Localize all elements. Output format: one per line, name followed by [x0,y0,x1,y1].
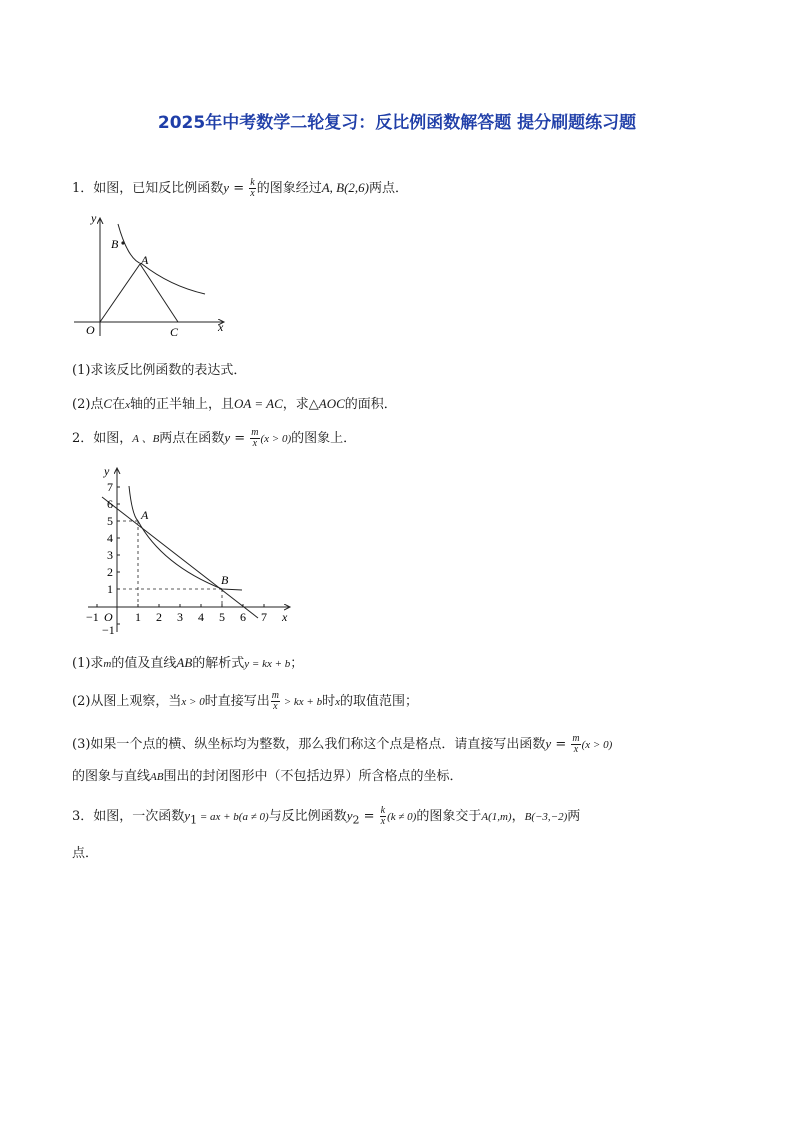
q2-sub2-cond: x > 0 [181,696,205,708]
q1-segment-ac [140,264,178,322]
q2-sub2-text-d: 的取值范围； [340,694,419,709]
q3-y2: y [346,808,353,823]
q1-label-a: A [141,253,149,267]
q2-y-tick-neg1: −1 [102,623,115,637]
q1-sub2-text-e: 的面积． [344,397,397,412]
q3-text-3: 的图象交于 [416,809,482,824]
q2-y-tick-2: 2 [107,565,113,579]
q2-sub3-text-c: 围出的封闭图形中（不包括边界）所含格点的坐标． [163,769,463,784]
q2-y-tick-1: 1 [107,582,113,596]
q2-sub1-m: m [103,658,112,670]
q1-number: 1． [72,181,94,196]
q2-y-tick-4: 4 [107,531,113,545]
q1-sub1: (1)求该反比例函数的表达式． [72,363,247,378]
q2-sub3-text-a: (3)如果一个点的横、纵坐标均为整数，那么我们称这个点是格点．请直接写出函数 [72,737,546,752]
q1-segment-oa [100,264,140,322]
q2-label-o: O [104,610,113,624]
q2-frac-num: m [251,427,259,438]
q2-y-tick-5: 5 [107,514,113,528]
q3-y1-eq: = ax + b(a ≠ 0) [197,811,269,823]
q2-sub3-line2 [72,768,462,786]
q2-number: 2． [72,431,94,446]
q3-text-1: 如图，一次函数 [93,809,185,824]
q1-stem [72,178,408,199]
q3-point-a: A(1,m) [481,811,512,823]
q2-sub2 [72,691,418,712]
q3-text-5: 两 [567,809,581,824]
q3-number: 3． [72,809,94,824]
q2-label-y: y [104,464,110,478]
q2-sub1-text-b: 的值及直线 [111,656,177,671]
q3-y1-sub: 1 [190,813,198,827]
q1-sub2-text-c: 轴的正半轴上，且 [130,397,235,412]
q2-sub3-func-y: y [545,736,552,751]
q1-frac-num: k [250,177,255,188]
q2-sub3-ab: AB [150,771,164,783]
q2-line-ab [102,497,258,618]
q2-y-tick-3: 3 [107,548,113,562]
q2-x-tick-6: 6 [240,610,246,624]
q1-figure [70,208,240,340]
q1-sub2-text-d: ，求 [282,397,309,412]
q2-x-tick-neg1: −1 [86,610,99,624]
q2-points: A 、B [132,433,160,445]
q3-frac-den: x [380,816,386,827]
q3-y2-cond: (k ≠ 0) [387,811,417,823]
q2-sub2-x: x [335,696,341,708]
q2-sub1-eq: y = kx + b [244,658,291,670]
q2-sub3-line1 [72,734,612,755]
q2-sub1-text-c: 的解析式 [192,656,245,671]
q2-x-tick-2: 2 [156,610,162,624]
q2-y-tick-6: 6 [107,497,113,511]
q2-domain: (x > 0) [260,433,292,445]
q2-x-tick-4: 4 [198,610,204,624]
q1-label-y: y [91,211,97,225]
q1-point-b [121,241,124,244]
q3-text-4: ， [511,809,525,824]
q3-fraction [380,806,386,827]
q2-sub2-ineq: > kx + b [280,696,323,708]
q2-func-eq: = [230,431,250,446]
q3-y2-sub: 2 [352,813,360,827]
q1-sub2-triangle: △AOC [308,396,345,411]
q2-fraction [250,428,259,449]
q2-label-x: x [282,610,288,624]
q3-point-b: B(−3,−2) [524,811,568,823]
q1-sub2 [72,395,397,414]
q2-sub3-domain: (x > 0) [581,739,613,751]
q2-func-y: y [224,430,231,445]
q2-text-2: 两点在函数 [159,431,225,446]
q1-text-3: 两点． [369,181,409,196]
q2-sub3-func-eq: = [551,737,571,752]
q3-stem-line1 [72,806,580,830]
q1-label-x: x [218,320,224,334]
q3-frac-num: k [380,805,386,816]
q3-text-2: 与反比例函数 [268,809,347,824]
q1-sub2-text-b: 在 [112,397,126,412]
q2-sub3-text-b: 的图象与直线 [72,769,151,784]
q1-func-eq: = [229,181,249,196]
q1-func-y: y [223,180,230,195]
q2-sub2-text-c: 时 [322,694,336,709]
q2-x-axis [88,604,290,607]
q2-sub2-text-a: (2)从图上观察，当 [72,694,182,709]
q1-frac-den: x [250,188,255,199]
q1-text-2: 的图象经过 [256,181,322,196]
q2-frac-den: x [252,438,258,449]
q2-dashed-guides [117,521,222,607]
q1-label-c: C [170,325,179,339]
q2-sub2-fraction [271,691,280,712]
q1-fraction [249,178,255,199]
q2-x-tick-3: 3 [177,610,183,624]
q2-sub1-text-d: ； [290,656,304,671]
q1-label-o: O [86,323,95,337]
q2-sub1 [72,654,303,673]
q1-points: A, B(2,6) [321,180,370,195]
q2-x-tick-1: 1 [135,610,141,624]
q1-label-b: B [111,237,119,251]
q2-x-tick-7: 7 [261,610,267,624]
q1-sub2-eq: OA = AC [234,396,283,411]
q2-text-1: 如图， [93,431,133,446]
q3-y2-eq: = [359,809,379,824]
q2-label-b: B [221,573,229,587]
q1-text-1: 如图，已知反比例函数 [93,181,224,196]
q3-stem-line2: 点． [72,846,99,861]
q3-y1: y [184,808,191,823]
q1-sub2-x: x [125,399,130,411]
q2-sub2-frac-num: m [271,690,279,701]
q2-sub1-ab: AB [176,655,193,670]
q1-sub2-text-a: (2)点 [72,397,104,412]
q2-y-tick-7: 7 [107,480,113,494]
q2-figure [82,460,300,642]
q2-sub3-fraction [571,734,580,755]
q1-sub2-c: C [103,396,113,411]
page-title: 2025年中考数学二轮复习：反比例函数解答题 提分刷题练习题 [157,113,637,133]
q2-label-a: A [141,508,149,522]
q2-sub2-text-b: 时直接写出 [204,694,270,709]
q2-x-tick-5: 5 [219,610,225,624]
q2-sub3-frac-den: x [573,744,579,755]
q1-hyperbola [118,224,205,294]
q2-sub2-frac-den: x [273,701,278,712]
q2-sub1-text-a: (1)求 [72,656,104,671]
q2-stem [72,428,356,449]
q2-text-3: 的图象上． [291,431,357,446]
q2-sub3-frac-num: m [572,733,580,744]
